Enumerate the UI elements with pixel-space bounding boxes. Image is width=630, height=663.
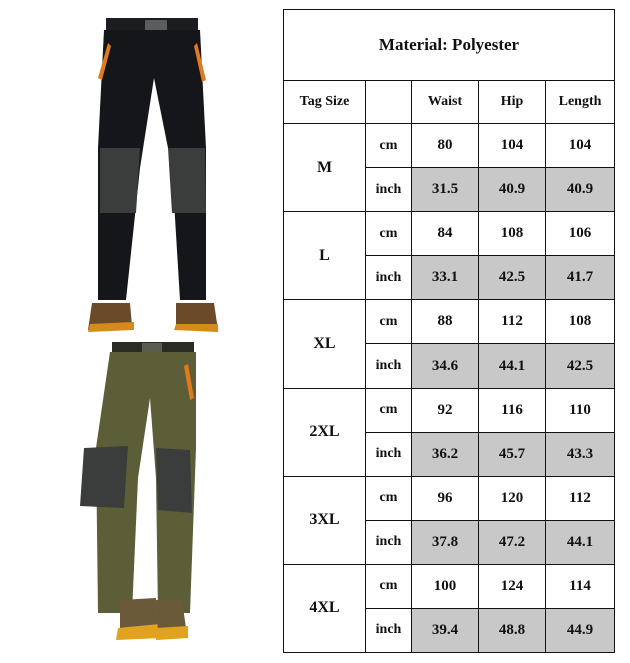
- length-cell: 106: [546, 212, 615, 256]
- unit-cell: cm: [366, 564, 412, 608]
- table-title: Material: Polyester: [284, 10, 615, 81]
- table-row: [284, 124, 615, 168]
- length-cell: 41.7: [546, 256, 615, 300]
- unit-cell: inch: [366, 168, 412, 212]
- length-cell: 43.3: [546, 432, 615, 476]
- length-cell: 44.1: [546, 520, 615, 564]
- waist-cell: 100: [412, 564, 479, 608]
- hip-cell: 120: [479, 476, 546, 520]
- unit-cell: inch: [366, 432, 412, 476]
- hip-cell: 45.7: [479, 432, 546, 476]
- tag-size-cell: 2XL: [284, 388, 366, 476]
- hip-cell: 124: [479, 564, 546, 608]
- size-rows: [284, 124, 615, 653]
- unit-cell: inch: [366, 520, 412, 564]
- waist-cell: 96: [412, 476, 479, 520]
- waist-cell: 80: [412, 124, 479, 168]
- hip-cell: 47.2: [479, 520, 546, 564]
- header-waist: Waist: [412, 81, 479, 124]
- waist-cell: 33.1: [412, 256, 479, 300]
- length-cell: 108: [546, 300, 615, 344]
- length-cell: 42.5: [546, 344, 615, 388]
- unit-cell: inch: [366, 608, 412, 652]
- header-row: [284, 81, 615, 124]
- length-cell: 104: [546, 124, 615, 168]
- waist-cell: 39.4: [412, 608, 479, 652]
- header-length: Length: [546, 81, 615, 124]
- unit-cell: cm: [366, 388, 412, 432]
- waist-cell: 84: [412, 212, 479, 256]
- tag-size-cell: M: [284, 124, 366, 212]
- hip-cell: 108: [479, 212, 546, 256]
- tag-size-cell: L: [284, 212, 366, 300]
- table-row: [284, 564, 615, 608]
- product-photo-panel: [0, 0, 282, 663]
- length-cell: 40.9: [546, 168, 615, 212]
- hip-cell: 112: [479, 300, 546, 344]
- waist-cell: 37.8: [412, 520, 479, 564]
- waist-cell: 31.5: [412, 168, 479, 212]
- header-hip: Hip: [479, 81, 546, 124]
- unit-cell: cm: [366, 212, 412, 256]
- size-chart-table: [283, 9, 615, 653]
- length-cell: 44.9: [546, 608, 615, 652]
- length-cell: 112: [546, 476, 615, 520]
- unit-cell: cm: [366, 124, 412, 168]
- hip-cell: 42.5: [479, 256, 546, 300]
- unit-cell: inch: [366, 256, 412, 300]
- black-pants-image: [0, 8, 282, 333]
- length-cell: 110: [546, 388, 615, 432]
- hip-cell: 104: [479, 124, 546, 168]
- hip-cell: 44.1: [479, 344, 546, 388]
- hip-cell: 40.9: [479, 168, 546, 212]
- hip-cell: 48.8: [479, 608, 546, 652]
- waist-cell: 88: [412, 300, 479, 344]
- waist-cell: 36.2: [412, 432, 479, 476]
- waist-cell: 92: [412, 388, 479, 432]
- header-tag-size: Tag Size: [284, 81, 366, 124]
- length-cell: 114: [546, 564, 615, 608]
- table-row: [284, 212, 615, 256]
- hip-cell: 116: [479, 388, 546, 432]
- table-row: [284, 300, 615, 344]
- tag-size-cell: 4XL: [284, 564, 366, 652]
- header-unit: [366, 81, 412, 124]
- waist-cell: 34.6: [412, 344, 479, 388]
- unit-cell: cm: [366, 300, 412, 344]
- table-row: [284, 388, 615, 432]
- green-pants-image: [0, 338, 282, 658]
- unit-cell: inch: [366, 344, 412, 388]
- tag-size-cell: 3XL: [284, 476, 366, 564]
- unit-cell: cm: [366, 476, 412, 520]
- table-row: [284, 476, 615, 520]
- tag-size-cell: XL: [284, 300, 366, 388]
